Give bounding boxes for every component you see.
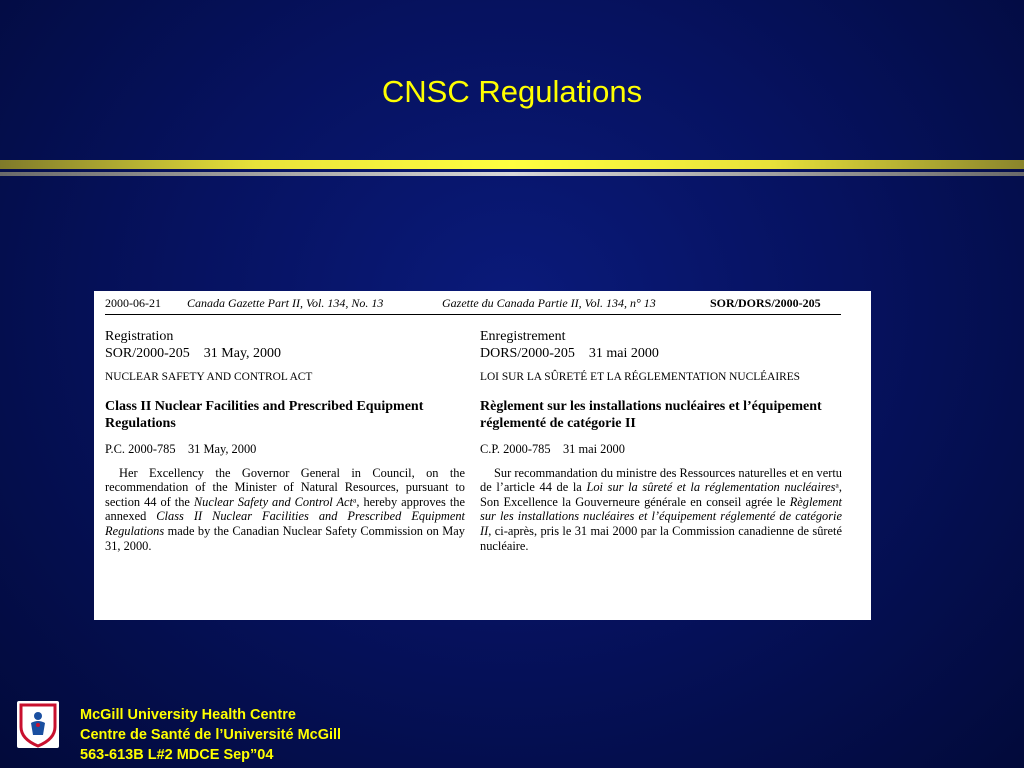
header-date: 2000-06-21 bbox=[105, 296, 161, 310]
french-column bbox=[480, 329, 842, 553]
gazette-document-image bbox=[94, 291, 871, 620]
act-title: NUCLEAR SAFETY AND CONTROL ACT bbox=[105, 371, 313, 383]
muhc-logo bbox=[17, 701, 59, 748]
pc-number: P.C. 2000-785 31 May, 2000 bbox=[105, 442, 257, 456]
header-gazette-fr: Gazette du Canada Partie II, Vol. 134, n° 13 bbox=[442, 296, 656, 310]
registration-label-fr: Enregistrement bbox=[480, 329, 566, 344]
slide-title: CNSC Regulations bbox=[381, 74, 643, 109]
title-rule-silver bbox=[0, 172, 1024, 176]
english-column bbox=[105, 329, 465, 553]
body-paragraph: Her Excellency the Governor General in Council, on the recommendation of the Minister of Natural Resources, pursuant to section 44 of the Nuclear Safety and Control Actᵃ, hereby approves the annexed Class II Nuclear Facilities and Prescribed Equipment Regulations made by the Canadian Nuclear Safety Commission on May 31, 2000. bbox=[105, 465, 465, 553]
footer-reference-code: 563-613B L#2 MDCE Sep”04 bbox=[80, 747, 274, 763]
muhc-shield-icon bbox=[17, 701, 59, 748]
act-title-fr: LOI SUR LA SÛRETÉ ET LA RÉGLEMENTATION NUCLÉAIRES bbox=[480, 371, 801, 383]
footer-institution-en: McGill University Health Centre bbox=[80, 707, 296, 723]
regulation-title-fr: Règlement sur les installations nucléaires et l’équipement réglementé de catégorie II bbox=[480, 399, 822, 431]
title-rule-gold bbox=[0, 160, 1024, 169]
regulation-title: Class II Nuclear Facilities and Prescribed Equipment Regulations bbox=[105, 399, 424, 431]
header-gazette-en: Canada Gazette Part II, Vol. 134, No. 13 bbox=[187, 296, 384, 310]
registration-label: Registration bbox=[105, 329, 174, 344]
footer-institution-fr: Centre de Santé de l’Université McGill bbox=[80, 727, 342, 743]
pc-number-fr: C.P. 2000-785 31 mai 2000 bbox=[480, 442, 625, 456]
registration-number-fr: DORS/2000-205 31 mai 2000 bbox=[480, 346, 659, 361]
registration-number: SOR/2000-205 31 May, 2000 bbox=[105, 346, 282, 361]
document-header bbox=[105, 296, 841, 315]
header-sor-number: SOR/DORS/2000-205 bbox=[710, 296, 821, 310]
body-paragraph-fr: Sur recommandation du ministre des Ressources naturelles et en vertu de l’article 44 de la Loi sur la sûreté et la réglementation nucléairesᵃ, Son Excellence la Gouverneure générale en conseil agrée le Règlement sur les installations nucléaires et l’équipement réglementé de catégorie II, ci-après, pris le 31 mai 2000 par la Commission canadienne de sûreté nucléaire. bbox=[480, 465, 843, 553]
